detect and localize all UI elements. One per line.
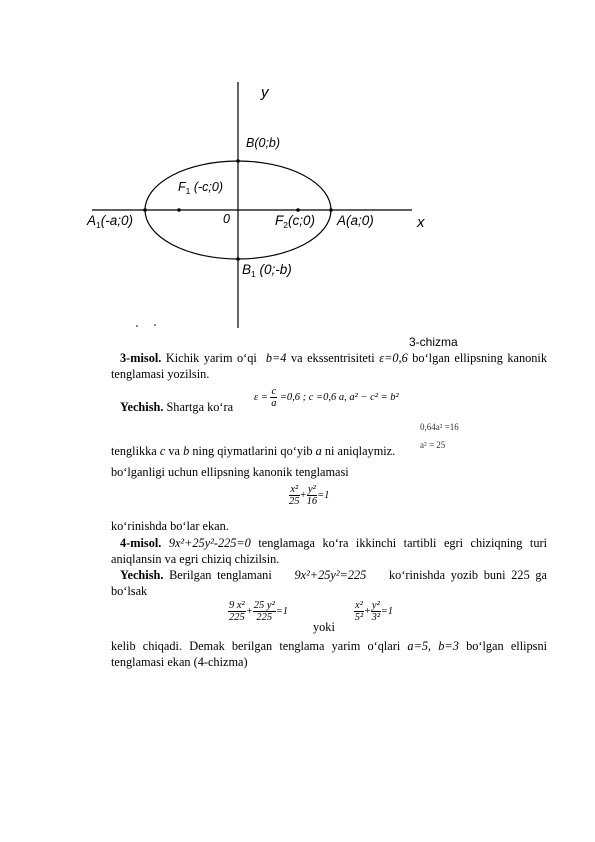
solution-3-line3: bo‘lganligi uchun ellipsning kanonik tenglamasi	[111, 465, 349, 479]
y-axis-label: y	[261, 84, 269, 101]
solution-4-conclusion: kelib chiqadi. Demak berilgan tenglama yarim o‘qlari a=5, b=3 bo‘lgan ellipsni tenglamasi ekan (4-chizma)	[111, 639, 548, 669]
example-3-title: 3-misol.	[120, 351, 162, 365]
ellipse-figure	[0, 0, 595, 340]
canonical-equation-2: $\frac{\text{x²}}{\text{5²}}$ + $\frac{\text{y²}}{\text{3²}}$ =1	[354, 600, 394, 623]
divided-equation: $\frac{\text{9 x²}}{225}$ + $\frac{\text{25 y²}}{225}$ =1	[228, 600, 289, 623]
canonical-equation: $\frac{\text{x²}}{25}$ + $\frac{\text{y²}}{16}$ =1	[289, 484, 330, 507]
label-A: A(a;0)	[337, 213, 374, 228]
solution-3-formula: ε = $\frac{c}{a}$ =0,6 ; c =0,6 a, a² − c² = b²	[254, 386, 399, 409]
example-4-text: 4-misol. 9x²+25y²-225=0 tenglamaga ko‘ra ikkinchi tartibli egri chiziqning turi aniqlansin va egri chiziq chizilsin.	[111, 536, 547, 566]
solution-3-line1: Yechish. Shartga ko‘ra	[120, 400, 234, 414]
point-A1	[143, 208, 147, 212]
label-A1: $A_1(-a;0)$	[87, 213, 134, 230]
point-F2	[296, 208, 300, 212]
label-B: B(0;b)	[246, 136, 281, 150]
yoki-word: yoki	[313, 620, 335, 634]
label-F1: $F_1$ (-c;0)	[178, 180, 224, 196]
solution-3-line2: tenglikka c va b ning qiymatlarini qo‘yib a ni aniqlaymiz.	[111, 444, 396, 458]
point-F1	[177, 208, 181, 212]
example-3-text: 3-misol. Kichik yarim o‘qi b=4 va ekssentrisiteti ε=0,6 bo‘lgan ellipsning kanonik tenglamasi yozilsin.	[111, 351, 547, 381]
solution-4-text: Yechish. Berilgan tenglamani 9x²+25y²=225 ko‘rinishda yozib buni 225 ga bo‘lsak	[111, 568, 548, 598]
origin-label: 0	[223, 212, 230, 226]
stray-mark	[136, 325, 138, 327]
figure-caption: 3-chizma	[409, 335, 458, 349]
point-A	[329, 208, 333, 212]
point-B1	[236, 257, 240, 261]
label-F2: $F_2(c;0)$	[275, 213, 315, 230]
side-equation-2: a² = 25	[420, 440, 446, 450]
stray-mark	[154, 324, 156, 326]
solution-3-line4: ko‘rinishda bo‘lar ekan.	[111, 519, 229, 533]
side-equation-1: 0,64a² =16	[420, 422, 459, 432]
point-B	[236, 159, 240, 163]
x-axis-label: x	[417, 214, 425, 231]
label-B1: $B_1$ (0;-b)	[242, 262, 292, 279]
